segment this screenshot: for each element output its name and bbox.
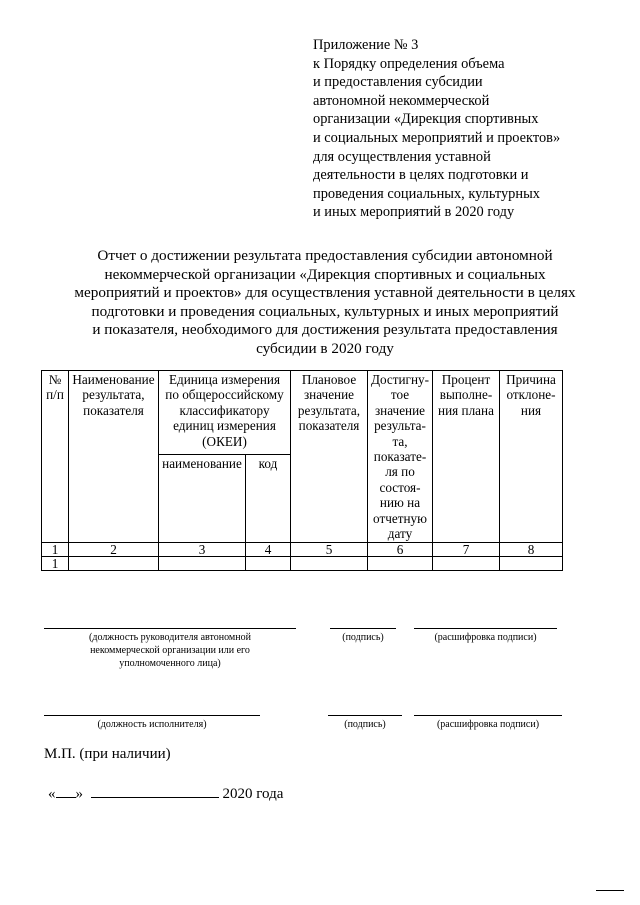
decryption-line (414, 628, 557, 629)
footer-mark (596, 890, 624, 891)
signature-line (330, 628, 396, 629)
column-number: 6 (368, 543, 433, 557)
appendix-line: организации «Дирекция спортивных (313, 111, 539, 128)
table-header-row (42, 371, 563, 455)
signature-line (328, 715, 402, 716)
header-reason: Причина отклоне- ния (500, 371, 563, 543)
table-cell (433, 557, 500, 571)
decryption-caption: (расшифровка подписи) (434, 632, 537, 643)
table-cell: 1 (42, 557, 69, 571)
table-cell (291, 557, 368, 571)
appendix-line: проведения социальных, культурных (313, 185, 540, 202)
table-cell (500, 557, 563, 571)
column-number: 1 (42, 543, 69, 557)
column-number: 4 (246, 543, 291, 557)
header-num: № п/п (42, 371, 69, 543)
appendix-line: для осуществления уставной (313, 148, 491, 165)
month-blank (91, 783, 219, 798)
column-number: 2 (69, 543, 159, 557)
appendix-line: и иных мероприятий в 2020 году (313, 204, 515, 221)
header-name: Наименование результата, показателя (69, 371, 159, 543)
header-unit: Единица измерения по общероссийскому классификатору единиц измерения (ОКЕИ) (159, 371, 291, 455)
column-number-row (42, 543, 563, 557)
executor-position-caption: (должность исполнителя) (97, 719, 207, 730)
report-title (30, 247, 620, 358)
appendix-line: деятельности в целях подготовки и (313, 167, 529, 184)
column-number: 3 (159, 543, 246, 557)
title-line: субсидии в 2020 году (256, 339, 394, 357)
appendix-line: и предоставления субсидии (313, 74, 483, 91)
header-percent: Процент выполне- ния плана (433, 371, 500, 543)
day-blank (56, 783, 76, 798)
appendix-line: к Порядку определения объема (313, 55, 505, 72)
table-cell (69, 557, 159, 571)
table-cell (368, 557, 433, 571)
decryption-caption: (расшифровка подписи) (436, 719, 540, 730)
title-line: и показателя, необходимого для достижения результата предоставления (92, 321, 558, 338)
header-planned: Плановое значение результата, показателя (291, 371, 368, 543)
signature-caption: (подпись) (342, 632, 384, 643)
title-line: Отчет о достижении результата предоставления субсидии автономной (97, 247, 553, 264)
column-number: 7 (433, 543, 500, 557)
table-cell (159, 557, 246, 571)
appendix-line: автономной некоммерческой (313, 92, 490, 109)
title-line: мероприятий и проектов» для осуществления уставной деятельности в целях (74, 284, 576, 301)
header-unit-code: код (246, 455, 291, 543)
table-row (42, 557, 563, 571)
signature-caption: (подпись) (344, 719, 386, 730)
appendix-line: Приложение № 3 (313, 37, 419, 53)
stamp-note: М.П. (при наличии) (44, 746, 171, 762)
date-open-quote: « (48, 786, 56, 802)
decryption-line (414, 715, 562, 716)
date-close-quote: » (75, 786, 83, 802)
table-cell (246, 557, 291, 571)
date-year: 2020 года (222, 786, 284, 802)
appendix-line: и социальных мероприятий и проектов» (313, 129, 561, 146)
report-table (41, 370, 563, 571)
appendix-header (313, 36, 623, 222)
header-achieved: Достигну- тое значение результа- та, показате- ля по состоя- нию на отчетную дату (368, 371, 433, 543)
column-number: 8 (500, 543, 563, 557)
position-caption: (должность руководителя автономной некоммерческой организации или его уполномоченного лица) (89, 632, 251, 669)
title-line: подготовки и проведения социальных, культурных и иных мероприятий (91, 302, 559, 320)
date-line (48, 783, 283, 803)
executor-position-line (44, 715, 260, 716)
column-number: 5 (291, 543, 368, 557)
title-line: некоммерческой организации «Дирекция спортивных и социальных (104, 265, 546, 283)
position-line (44, 628, 296, 629)
header-unit-name: наименование (159, 455, 246, 543)
